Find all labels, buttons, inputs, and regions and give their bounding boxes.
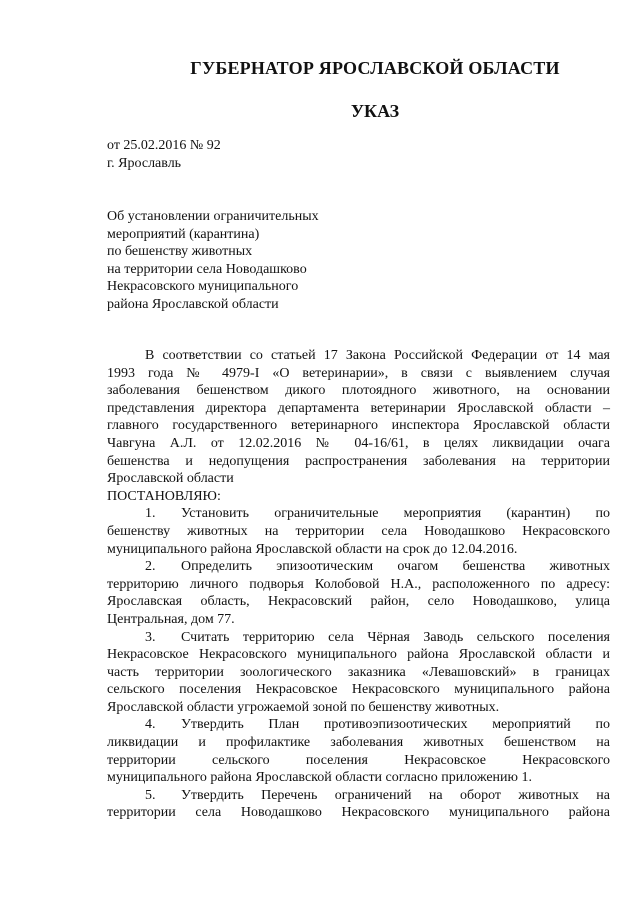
item-line: Считать территорию села Чёрная Заводь сельского поселения	[181, 629, 610, 645]
subject-line: по бешенству животных	[107, 244, 253, 259]
item-line: территории села Новодашково Некрасовского муниципального района	[107, 805, 610, 821]
item-line: территории сельского поселения Некрасовское Некрасовского	[107, 752, 610, 768]
document-subject	[107, 208, 319, 313]
preamble-line: представления директора департамента ветеринарии Ярославской области –	[107, 400, 610, 416]
subject-line: на территории села Новодашково	[107, 261, 307, 277]
item-1-first-line	[107, 505, 610, 523]
item-line: Определить эпизоотическим очагом бешенства животных	[181, 559, 610, 575]
item-number: 3.	[145, 629, 156, 645]
item-line: ликвидации и профилактике заболевания животных бешенством на	[107, 735, 610, 751]
item-number: 2.	[145, 559, 156, 575]
subject-line: района Ярославской области	[107, 296, 279, 312]
item-number: 1.	[145, 506, 156, 522]
preamble-line: заболевания бешенством дикого плотоядного животного, на основании	[107, 383, 610, 399]
item-line: Утвердить Перечень ограничений на оборот животных на	[181, 787, 610, 803]
subject-line: Некрасовского муниципального	[107, 279, 299, 294]
item-line: Установить ограничительные мероприятия (карантин) по	[181, 506, 610, 522]
item-number: 5.	[145, 787, 156, 803]
document-type: УКАЗ	[350, 101, 400, 121]
item-line: сельского поселения Некрасовское Некрасовского муниципального района	[107, 682, 610, 698]
city: г. Ярославль	[107, 156, 182, 171]
preamble-line: Ярославской области	[107, 471, 234, 487]
preamble-line: бешенства и недопущения распространения заболевания на территории	[107, 453, 610, 469]
item-4-first-line	[107, 716, 610, 734]
preamble-line: главного государственного ветеринарного инспектора Ярославской области	[107, 418, 610, 434]
item-line: муниципального района Ярославской области согласно приложению 1.	[107, 770, 532, 786]
item-line: Ярославская область, Некрасовский район, село Новодашково, улица	[107, 594, 610, 610]
preamble-line: 1993 года № 4979-I «О ветеринарии», в связи с выявлением случая	[107, 365, 610, 381]
document-body	[107, 347, 610, 822]
document-header-title: ГУБЕРНАТОР ЯРОСЛАВСКОЙ ОБЛАСТИ	[190, 58, 560, 78]
preamble-line: Чавгуна А.Л. от 12.02.2016 № 04-16/61, в целях ликвидации очага	[107, 435, 610, 451]
subject-line: мероприятий (карантина)	[107, 226, 260, 242]
subject-line: Об установлении ограничительных	[107, 209, 319, 224]
item-line: Центральная, дом 77.	[107, 611, 235, 627]
item-number: 4.	[145, 717, 156, 733]
item-5-first-line	[107, 787, 610, 805]
item-line: Утвердить План противоэпизоотических мероприятий по	[181, 717, 610, 733]
item-line: Некрасовское Некрасовского муниципального района Ярославской области и	[107, 647, 610, 663]
decree-word: ПОСТАНОВЛЯЮ:	[107, 488, 221, 504]
item-line: часть территории зоологического заказника «Левашовский» в границах	[107, 664, 610, 680]
item-line: муниципального района Ярославской области на срок до 12.04.2016.	[107, 541, 518, 557]
item-line: территорию личного подворья Колобовой Н.А., расположенного по адресу:	[107, 576, 610, 592]
item-2-first-line	[107, 558, 610, 576]
item-line: Ярославской области угрожаемой зоной по бешенству животных.	[107, 699, 500, 715]
document-meta	[107, 137, 221, 173]
item-3-first-line	[107, 629, 610, 647]
item-line: бешенству животных на территории села Новодашково Некрасовского	[107, 523, 610, 539]
date-number: от 25.02.2016 № 92	[107, 138, 221, 153]
preamble-line: В соответствии со статьей 17 Закона Российской Федерации от 14 мая	[145, 348, 610, 363]
